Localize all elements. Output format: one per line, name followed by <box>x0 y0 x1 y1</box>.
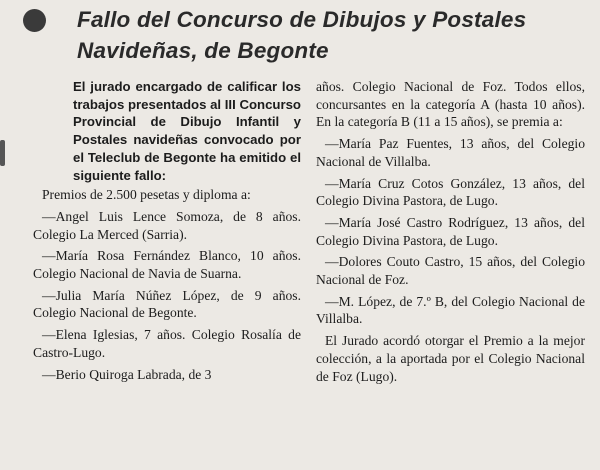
left-column <box>33 78 301 383</box>
headline-bullet <box>23 9 46 32</box>
article-intro: El jurado encargado de calificar los trabajos presentados al III Concurso Provincial de Dibujo Infantil y Postales navideñas convocado por el Teleclub de Begonte ha emitido el siguiente fallo: <box>73 79 301 183</box>
margin-mark <box>0 140 5 166</box>
paragraph: El Jurado acordó otorgar el Premio a la mejor colección, a la aportada por el Colegio Nacional de Foz (Lugo). <box>316 333 585 384</box>
paragraph: —Angel Luis Lence Somoza, de 8 años. Colegio La Merced (Sarria). <box>33 208 301 242</box>
paragraph: —Berio Quiroga Labrada, de 3 <box>42 366 212 382</box>
right-column <box>316 78 585 385</box>
paragraph: años. Colegio Nacional de Foz. Todos ellos, concursantes en la categoría A (hasta 10 años). En la categoría B (11 a 15 años), se premia a: <box>316 79 585 130</box>
paragraph: —María José Castro Rodríguez, 13 años, del Colegio Divina Pastora, de Lugo. <box>316 214 585 248</box>
paragraph: —María Rosa Fernández Blanco, 10 años. Colegio Nacional de Navia de Suarna. <box>33 248 301 282</box>
paragraph: —M. López, de 7.º B, del Colegio Nacional de Villalba. <box>316 293 585 327</box>
paragraph: —María Paz Fuentes, 13 años, del Colegio Nacional de Villalba. <box>316 136 585 169</box>
article-headline: Fallo del Concurso de Dibujos y Postales Navideñas, de Begonte <box>77 7 527 63</box>
paragraph: —Elena Iglesias, 7 años. Colegio Rosalía de Castro-Lugo. <box>33 327 301 360</box>
paragraph: Premios de 2.500 pesetas y diploma a: <box>42 187 251 203</box>
paragraph: —Dolores Couto Castro, 15 años, del Colegio Nacional de Foz. <box>316 254 585 288</box>
paragraph: —Julia María Núñez López, de 9 años. Colegio Nacional de Begonte. <box>33 287 301 321</box>
paragraph: —María Cruz Cotos González, 13 años, del Colegio Divina Pastora, de Lugo. <box>316 175 585 209</box>
